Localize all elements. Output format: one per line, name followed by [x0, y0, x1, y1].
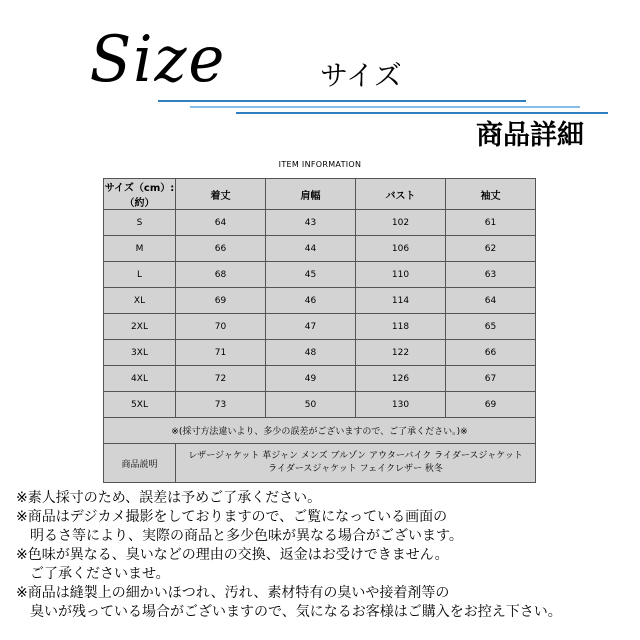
table-cell: 46 [266, 288, 356, 314]
table-cell: 61 [446, 210, 536, 236]
notice-line: ※色味が異なる、臭いなどの理由の交換、返金はお受けできません。 [16, 547, 449, 563]
divider-line [190, 106, 580, 108]
table-cell: 72 [176, 366, 266, 392]
size-heading: サイズ [320, 59, 402, 92]
table-cell: 43 [266, 210, 356, 236]
table-cell: 110 [356, 262, 446, 288]
size-column-header [104, 179, 176, 210]
table-cell: 70 [176, 314, 266, 340]
size-cell: 4XL [104, 366, 176, 392]
table-cell: 64 [446, 288, 536, 314]
description-label: 商品説明 [104, 444, 176, 483]
notice-line: 臭いが残っている場合がございますので、気になるお客様はご購入をお控え下さい。 [16, 604, 562, 620]
table-row [104, 262, 536, 288]
table-cell: 64 [176, 210, 266, 236]
size-table [103, 178, 536, 483]
table-row [104, 314, 536, 340]
table-cell: 122 [356, 340, 446, 366]
table-cell: 62 [446, 236, 536, 262]
size-cell: 3XL [104, 340, 176, 366]
size-cell: 2XL [104, 314, 176, 340]
table-cell: 49 [266, 366, 356, 392]
column-header-shoulder: 肩幅 [266, 179, 356, 210]
table-cell: 106 [356, 236, 446, 262]
table-row [104, 236, 536, 262]
product-description-row [104, 444, 536, 483]
column-header-sleeve: 袖丈 [446, 179, 536, 210]
notice-line: ※素人採寸のため、誤差は予めご了承ください。 [16, 490, 322, 506]
item-information-caption: ITEM INFORMATION [278, 160, 362, 169]
notice-list [16, 489, 626, 622]
divider-line [158, 100, 526, 102]
measurement-note: ※(採寸方法違いより、多少の誤差がございますので、ご了承ください。)※ [104, 418, 536, 444]
table-cell: 66 [176, 236, 266, 262]
table-row [104, 392, 536, 418]
notice-line: ※商品はデジカメ撮影をしておりますので、ご覧になっている画面の [16, 509, 448, 525]
measurement-note-row [104, 418, 536, 444]
table-cell: 68 [176, 262, 266, 288]
description-text: レザージャケット 革ジャン メンズ ブルゾン アウターバイク ライダースジャケット ライダースジャケット フェイクレザー 秋冬 [176, 444, 536, 483]
table-cell: 73 [176, 392, 266, 418]
size-cell: 5XL [104, 392, 176, 418]
table-cell: 71 [176, 340, 266, 366]
table-row [104, 340, 536, 366]
column-header-length: 着丈 [176, 179, 266, 210]
table-cell: 69 [446, 392, 536, 418]
table-cell: 50 [266, 392, 356, 418]
table-cell: 118 [356, 314, 446, 340]
divider-line [236, 112, 608, 114]
table-cell: 69 [176, 288, 266, 314]
table-cell: 65 [446, 314, 536, 340]
size-cell: S [104, 210, 176, 236]
column-header-bust: バスト [356, 179, 446, 210]
table-cell: 114 [356, 288, 446, 314]
table-cell: 102 [356, 210, 446, 236]
notice-line: ※商品は縫製上の細かいほつれ、汚れ、素材特有の臭いや接着剤等の [16, 585, 450, 601]
table-cell: 47 [266, 314, 356, 340]
table-cell: 130 [356, 392, 446, 418]
size-header-approx: （約） [124, 198, 155, 209]
size-cell: L [104, 262, 176, 288]
table-header-row [104, 179, 536, 210]
size-cell: XL [104, 288, 176, 314]
notice-line: ご了承くださいませ。 [16, 566, 170, 582]
table-cell: 126 [356, 366, 446, 392]
table-row [104, 210, 536, 236]
table-cell: 66 [446, 340, 536, 366]
notice-line: 明るさ等により、実際の商品と多少色味が異なる場合がございます。 [16, 528, 463, 544]
size-header-label: サイズ（cm）: [104, 183, 175, 194]
size-cell: M [104, 236, 176, 262]
table-cell: 48 [266, 340, 356, 366]
table-cell: 44 [266, 236, 356, 262]
table-row [104, 288, 536, 314]
table-cell: 67 [446, 366, 536, 392]
table-cell: 63 [446, 262, 536, 288]
size-logo: Size [89, 23, 227, 97]
table-row [104, 366, 536, 392]
product-details-title: 商品詳細 [476, 120, 584, 151]
table-cell: 45 [266, 262, 356, 288]
